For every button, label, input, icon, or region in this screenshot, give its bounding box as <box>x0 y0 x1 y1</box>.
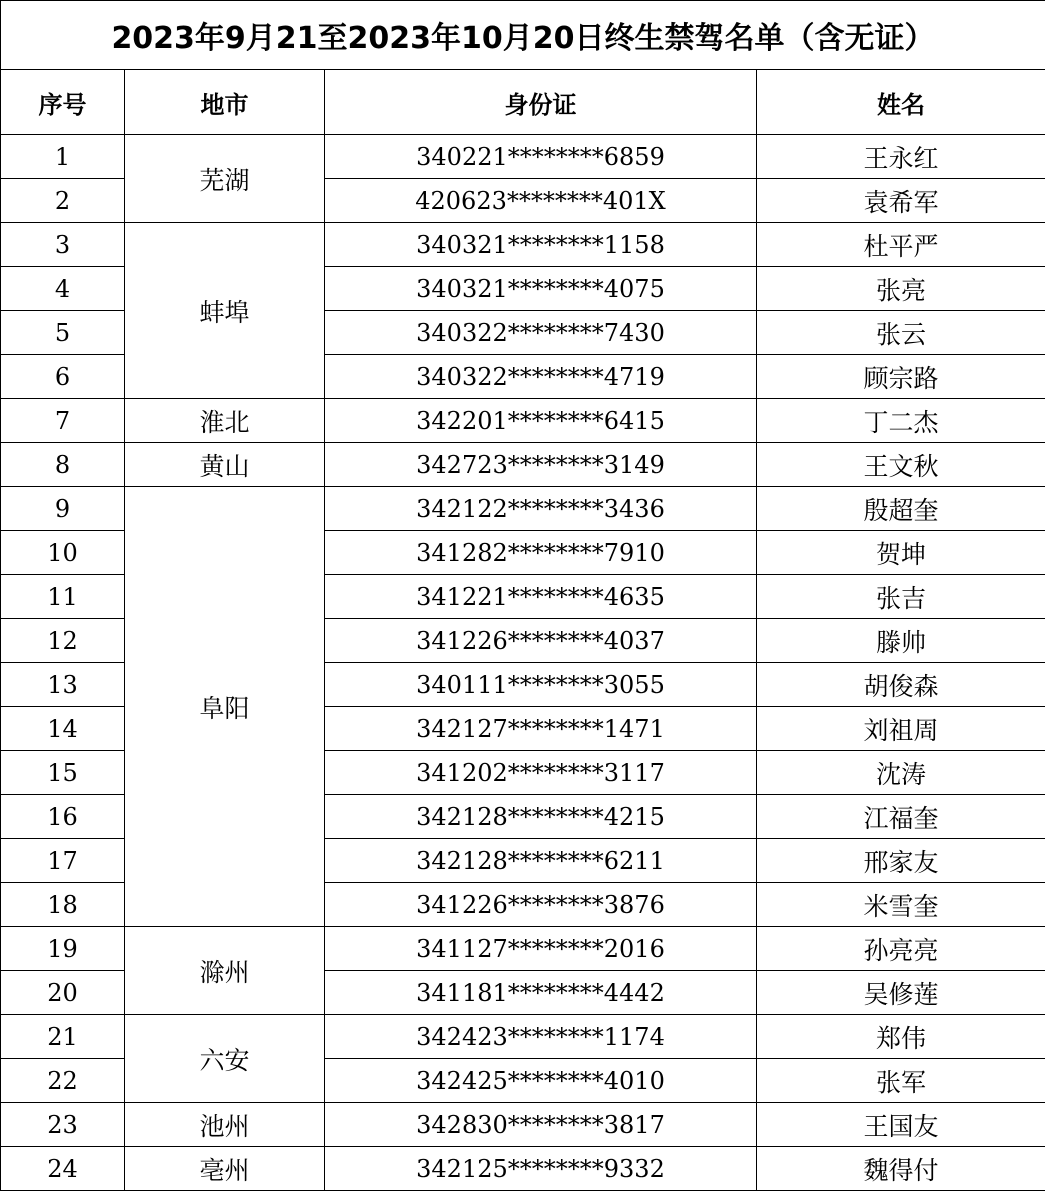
row-number: 23 <box>1 1103 125 1147</box>
table-row <box>1 443 1045 487</box>
row-number: 19 <box>1 927 125 971</box>
row-number: 22 <box>1 1059 125 1103</box>
row-number: 6 <box>1 355 125 399</box>
city-cell: 蚌埠 <box>125 223 325 399</box>
column-header-number: 序号 <box>1 70 125 135</box>
row-number: 21 <box>1 1015 125 1059</box>
name-cell: 顾宗路 <box>757 355 1045 399</box>
name-cell: 张云 <box>757 311 1045 355</box>
id-card-cell: 341202********3117 <box>325 751 757 795</box>
row-number: 8 <box>1 443 125 487</box>
id-card-cell: 342128********6211 <box>325 839 757 883</box>
row-number: 11 <box>1 575 125 619</box>
row-number: 2 <box>1 179 125 223</box>
row-number: 16 <box>1 795 125 839</box>
id-card-cell: 342830********3817 <box>325 1103 757 1147</box>
name-cell: 滕帅 <box>757 619 1045 663</box>
name-cell: 张亮 <box>757 267 1045 311</box>
city-cell: 六安 <box>125 1015 325 1103</box>
name-cell: 张军 <box>757 1059 1045 1103</box>
name-cell: 杜平严 <box>757 223 1045 267</box>
id-card-cell: 340322********4719 <box>325 355 757 399</box>
name-cell: 贺坤 <box>757 531 1045 575</box>
name-cell: 邢家友 <box>757 839 1045 883</box>
name-cell: 米雪奎 <box>757 883 1045 927</box>
table-row <box>1 1103 1045 1147</box>
id-card-cell: 341226********4037 <box>325 619 757 663</box>
row-number: 1 <box>1 135 125 179</box>
id-card-cell: 342127********1471 <box>325 707 757 751</box>
id-card-cell: 341221********4635 <box>325 575 757 619</box>
name-cell: 魏得付 <box>757 1147 1045 1191</box>
name-cell: 吴修莲 <box>757 971 1045 1015</box>
table-row <box>1 223 1045 267</box>
column-header-id-card: 身份证 <box>325 70 757 135</box>
id-card-cell: 341226********3876 <box>325 883 757 927</box>
id-card-cell: 342122********3436 <box>325 487 757 531</box>
row-number: 9 <box>1 487 125 531</box>
table-row <box>1 135 1045 179</box>
table-body <box>1 135 1045 1191</box>
name-cell: 丁二杰 <box>757 399 1045 443</box>
id-card-cell: 341127********2016 <box>325 927 757 971</box>
name-cell: 沈涛 <box>757 751 1045 795</box>
city-cell: 淮北 <box>125 399 325 443</box>
id-card-cell: 342423********1174 <box>325 1015 757 1059</box>
city-cell: 滁州 <box>125 927 325 1015</box>
id-card-cell: 340321********4075 <box>325 267 757 311</box>
row-number: 12 <box>1 619 125 663</box>
id-card-cell: 340322********7430 <box>325 311 757 355</box>
id-card-cell: 420623********401X <box>325 179 757 223</box>
row-number: 17 <box>1 839 125 883</box>
id-card-cell: 342425********4010 <box>325 1059 757 1103</box>
row-number: 20 <box>1 971 125 1015</box>
name-cell: 王国友 <box>757 1103 1045 1147</box>
name-cell: 张吉 <box>757 575 1045 619</box>
row-number: 5 <box>1 311 125 355</box>
title-row <box>1 1 1045 70</box>
id-card-cell: 340321********1158 <box>325 223 757 267</box>
name-cell: 殷超奎 <box>757 487 1045 531</box>
column-header-city: 地市 <box>125 70 325 135</box>
row-number: 14 <box>1 707 125 751</box>
table-row <box>1 927 1045 971</box>
row-number: 7 <box>1 399 125 443</box>
name-cell: 江福奎 <box>757 795 1045 839</box>
id-card-cell: 341282********7910 <box>325 531 757 575</box>
name-cell: 王永红 <box>757 135 1045 179</box>
row-number: 10 <box>1 531 125 575</box>
table-row <box>1 399 1045 443</box>
table-row <box>1 1147 1045 1191</box>
row-number: 24 <box>1 1147 125 1191</box>
name-cell: 王文秋 <box>757 443 1045 487</box>
row-number: 4 <box>1 267 125 311</box>
header-row <box>1 70 1045 135</box>
row-number: 15 <box>1 751 125 795</box>
table-row <box>1 1015 1045 1059</box>
name-cell: 刘祖周 <box>757 707 1045 751</box>
id-card-cell: 342723********3149 <box>325 443 757 487</box>
row-number: 3 <box>1 223 125 267</box>
id-card-cell: 342128********4215 <box>325 795 757 839</box>
city-cell: 芜湖 <box>125 135 325 223</box>
table-title: 2023年9月21至2023年10月20日终生禁驾名单（含无证） <box>1 1 1045 70</box>
id-card-cell: 341181********4442 <box>325 971 757 1015</box>
city-cell: 阜阳 <box>125 487 325 927</box>
id-card-cell: 340111********3055 <box>325 663 757 707</box>
column-header-name: 姓名 <box>757 70 1045 135</box>
city-cell: 黄山 <box>125 443 325 487</box>
id-card-cell: 342201********6415 <box>325 399 757 443</box>
row-number: 18 <box>1 883 125 927</box>
id-card-cell: 340221********6859 <box>325 135 757 179</box>
city-cell: 亳州 <box>125 1147 325 1191</box>
name-cell: 孙亮亮 <box>757 927 1045 971</box>
city-cell: 池州 <box>125 1103 325 1147</box>
name-cell: 胡俊森 <box>757 663 1045 707</box>
name-cell: 郑伟 <box>757 1015 1045 1059</box>
id-card-cell: 342125********9332 <box>325 1147 757 1191</box>
row-number: 13 <box>1 663 125 707</box>
table-row <box>1 487 1045 531</box>
name-cell: 袁希军 <box>757 179 1045 223</box>
